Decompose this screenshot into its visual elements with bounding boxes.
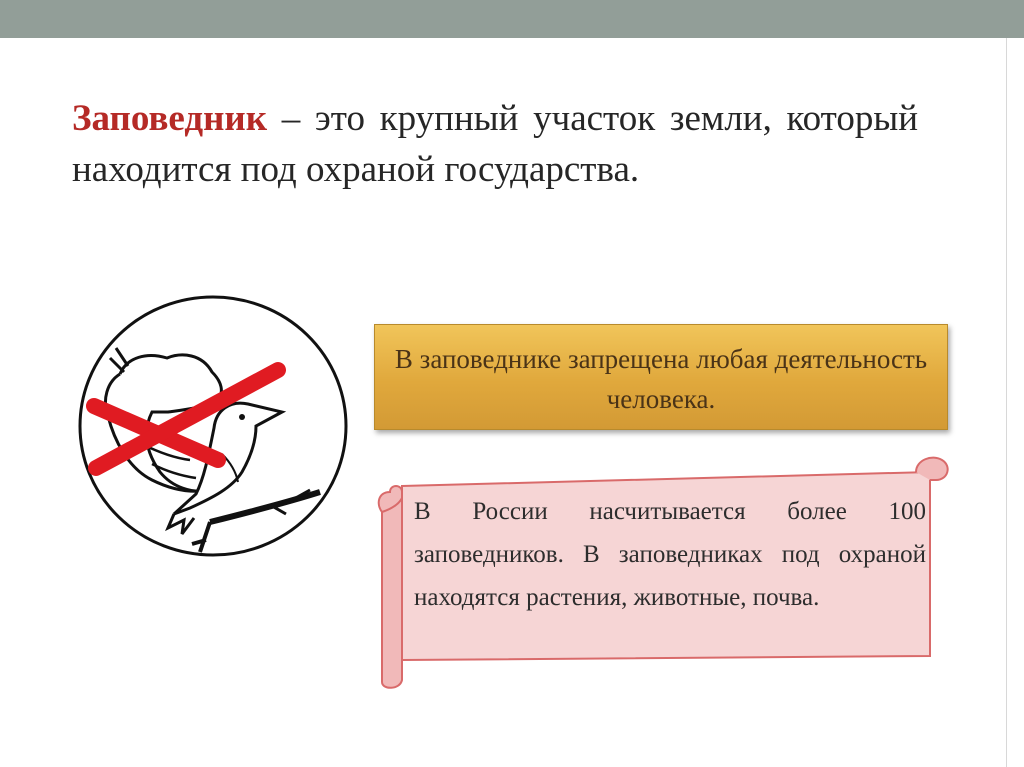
slide-top-bar bbox=[0, 0, 1024, 38]
definition-rest: – это крупный участок земли, который находится под охраной государства. bbox=[72, 98, 918, 190]
prohibition-note: В заповеднике запрещена любая деятельность человека. bbox=[374, 324, 948, 430]
no-catching-birds-sign-icon bbox=[72, 282, 362, 582]
scroll-note-text: В России насчитывается более 100 заповедников. В заповедниках под охраной находятся растения, животные, почва. bbox=[414, 498, 926, 611]
definition-term: Заповедник bbox=[72, 98, 268, 139]
definition-text bbox=[72, 93, 918, 195]
slide-right-rule bbox=[1006, 38, 1007, 767]
scroll-note bbox=[372, 452, 954, 692]
